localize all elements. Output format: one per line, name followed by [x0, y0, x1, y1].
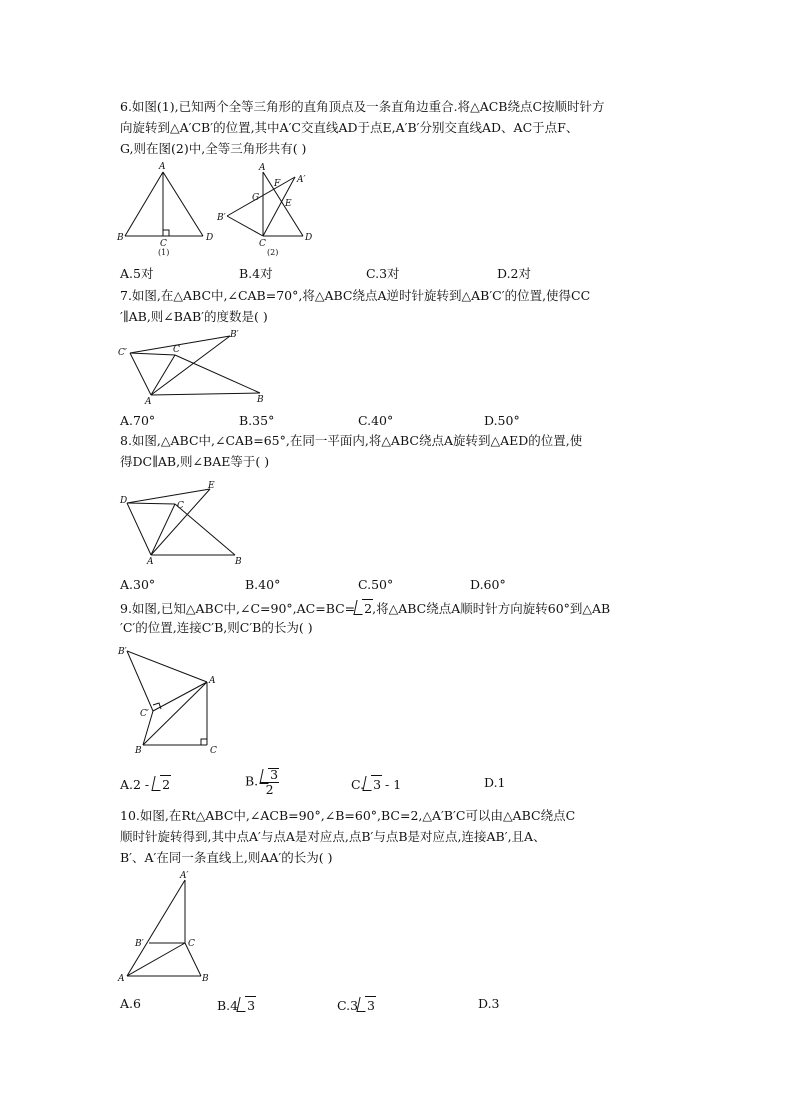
q6-option-d[interactable]: D.2对 — [497, 266, 532, 281]
q9-label-bp: B′ — [118, 647, 127, 657]
q10-option-c-sqrt — [358, 994, 375, 1016]
q6-fig2-label-d: D — [305, 233, 313, 243]
q10-label-c: C — [188, 939, 195, 949]
q10-line1: 10.如图,在Rt△ABC中,∠ACB=90°,∠B=60°,BC=2,△A′B′C可以由△ABC绕点C — [120, 808, 576, 823]
q10-line2: 顺时针旋转得到,其中点A′与点A是对应点,点B′与点B是对应点,连接AB′,且A、 — [120, 829, 546, 844]
q8-figure — [115, 477, 255, 567]
q9-line2: ′C′的位置,连接C′B,则C′B的长为( ) — [120, 620, 313, 635]
q6-fig2-caption: (2) — [267, 248, 279, 257]
q8-option-a[interactable]: A.30° — [120, 577, 156, 592]
q6-fig2-label-c: C — [259, 239, 266, 249]
q6-fig1-label-d: D — [206, 233, 214, 243]
q9-label-a: A — [209, 676, 216, 686]
q8-option-b[interactable]: B.40° — [245, 577, 281, 592]
q9-option-c[interactable] — [351, 773, 401, 795]
q7-option-a[interactable]: A.70° — [120, 413, 156, 428]
q7-label-b: B — [257, 395, 264, 405]
q6-fig1-label-c: C — [160, 239, 167, 249]
q9-line1-end: ,将△ABC绕点A顺时针方向旋转60°到△AB — [372, 601, 611, 616]
q9-label-cp: C′ — [140, 709, 149, 719]
q9-option-b-fraction — [260, 766, 279, 797]
q9-option-b[interactable] — [245, 766, 279, 797]
q6-line3: G,则在图(2)中,全等三角形共有( ) — [120, 141, 307, 156]
q10-option-c-radicand: 3 — [367, 998, 375, 1013]
q6-fig1-label-a: A — [159, 162, 166, 172]
q10-label-ap: A′ — [180, 871, 189, 881]
q6-figure-2 — [215, 160, 325, 260]
q6-fig2-label-a: A — [259, 163, 266, 173]
q9-figure — [115, 642, 225, 757]
q7-option-b[interactable]: B.35° — [239, 413, 275, 428]
q10-option-b-radicand: 3 — [247, 998, 256, 1013]
q7-option-d[interactable]: D.50° — [484, 413, 520, 428]
q10-label-b: B — [202, 974, 209, 984]
q9-option-a-prefix: A.2 - — [120, 777, 154, 792]
q8-label-b: B — [235, 557, 242, 567]
q9-option-b-prefix: B. — [245, 773, 259, 789]
q6-figure-1 — [115, 160, 225, 260]
q7-line1: 7.如图,在△ABC中,∠CAB=70°,将△ABC绕点A逆时针旋转到△AB′C′的位置,使得CC — [120, 288, 591, 303]
q10-label-a: A — [118, 974, 125, 984]
q9-option-b-denominator: 2 — [265, 782, 274, 797]
q9-option-a-radicand: 2 — [162, 777, 171, 792]
q6-fig1-caption: (1) — [158, 248, 170, 257]
q10-option-c-prefix: C.3 — [337, 998, 359, 1013]
q8-label-d: D — [120, 496, 128, 506]
q6-line2: 向旋转到△A′CB′的位置,其中A′C交直线AD于点E,A′B′分别交直线AD、AC于点F、 — [120, 120, 579, 135]
q8-option-d[interactable]: D.60° — [470, 577, 506, 592]
q9-label-b: B — [135, 746, 142, 756]
q10-option-b-prefix: B.4 — [217, 998, 239, 1013]
q7-label-cp: C′ — [118, 348, 127, 358]
q8-label-c: C — [177, 501, 184, 511]
q10-option-c[interactable] — [337, 994, 375, 1016]
q9-option-b-numerator: 3 — [270, 767, 279, 782]
q10-label-bp: B′ — [135, 939, 144, 949]
q9-option-a[interactable] — [120, 773, 170, 795]
q10-option-a[interactable]: A.6 — [120, 996, 141, 1011]
q6-fig2-label-e: E — [285, 199, 292, 209]
q7-label-bp: B′ — [230, 330, 239, 340]
q10-option-b[interactable] — [217, 994, 255, 1016]
q6-fig2-label-g: G — [252, 193, 260, 203]
q9-sqrt — [355, 597, 372, 619]
q6-fig2-label-bp: B′ — [217, 213, 226, 223]
q9-line1-start: 9.如图,已知△ABC中,∠C=90°,AC=BC= — [120, 601, 356, 616]
q9-option-c-sqrt — [364, 773, 381, 795]
q10-option-d[interactable]: D.3 — [478, 996, 500, 1011]
q9-sqrt-value: 2 — [364, 601, 373, 616]
q6-fig1-label-b: B — [117, 233, 124, 243]
q7-line2: ′∥AB,则∠BAB′的度数是( ) — [120, 309, 268, 324]
q6-option-b[interactable]: B.4对 — [239, 266, 273, 281]
q6-option-a[interactable]: A.5对 — [120, 266, 154, 281]
q9-option-c-prefix: C. — [351, 777, 365, 792]
q7-option-c[interactable]: C.40° — [358, 413, 394, 428]
q10-option-b-sqrt — [238, 994, 255, 1016]
q9-option-d[interactable]: D.1 — [484, 775, 506, 790]
q10-figure — [115, 868, 225, 988]
q8-label-e: E — [208, 481, 215, 491]
q8-line2: 得DC∥AB,则∠BAE等于( ) — [120, 454, 270, 469]
q6-line1: 6.如图(1),已知两个全等三角形的直角顶点及一条直角边重合.将△ACB绕点C按顺时针方 — [120, 99, 605, 114]
q8-option-c[interactable]: C.50° — [358, 577, 394, 592]
q9-option-c-suffix: - 1 — [381, 777, 402, 792]
q9-option-a-sqrt — [153, 773, 170, 795]
q9-label-c: C — [210, 746, 217, 756]
q9-option-c-radicand: 3 — [373, 777, 382, 792]
q9-option-b-sqrt — [261, 766, 278, 782]
q7-label-a: A — [145, 397, 152, 407]
q9-line1 — [120, 597, 610, 619]
q6-fig2-label-f: F — [274, 179, 281, 189]
q7-label-c: C — [173, 345, 180, 355]
q7-figure — [115, 328, 275, 408]
q10-line3: B′、A′在同一条直线上,则AA′的长为( ) — [120, 850, 333, 865]
q8-line1: 8.如图,△ABC中,∠CAB=65°,在同一平面内,将△ABC绕点A旋转到△AED的位置,使 — [120, 433, 583, 448]
q6-fig2-label-ap: A′ — [297, 175, 306, 185]
q8-label-a: A — [147, 557, 154, 567]
q6-option-c[interactable]: C.3对 — [366, 266, 400, 281]
